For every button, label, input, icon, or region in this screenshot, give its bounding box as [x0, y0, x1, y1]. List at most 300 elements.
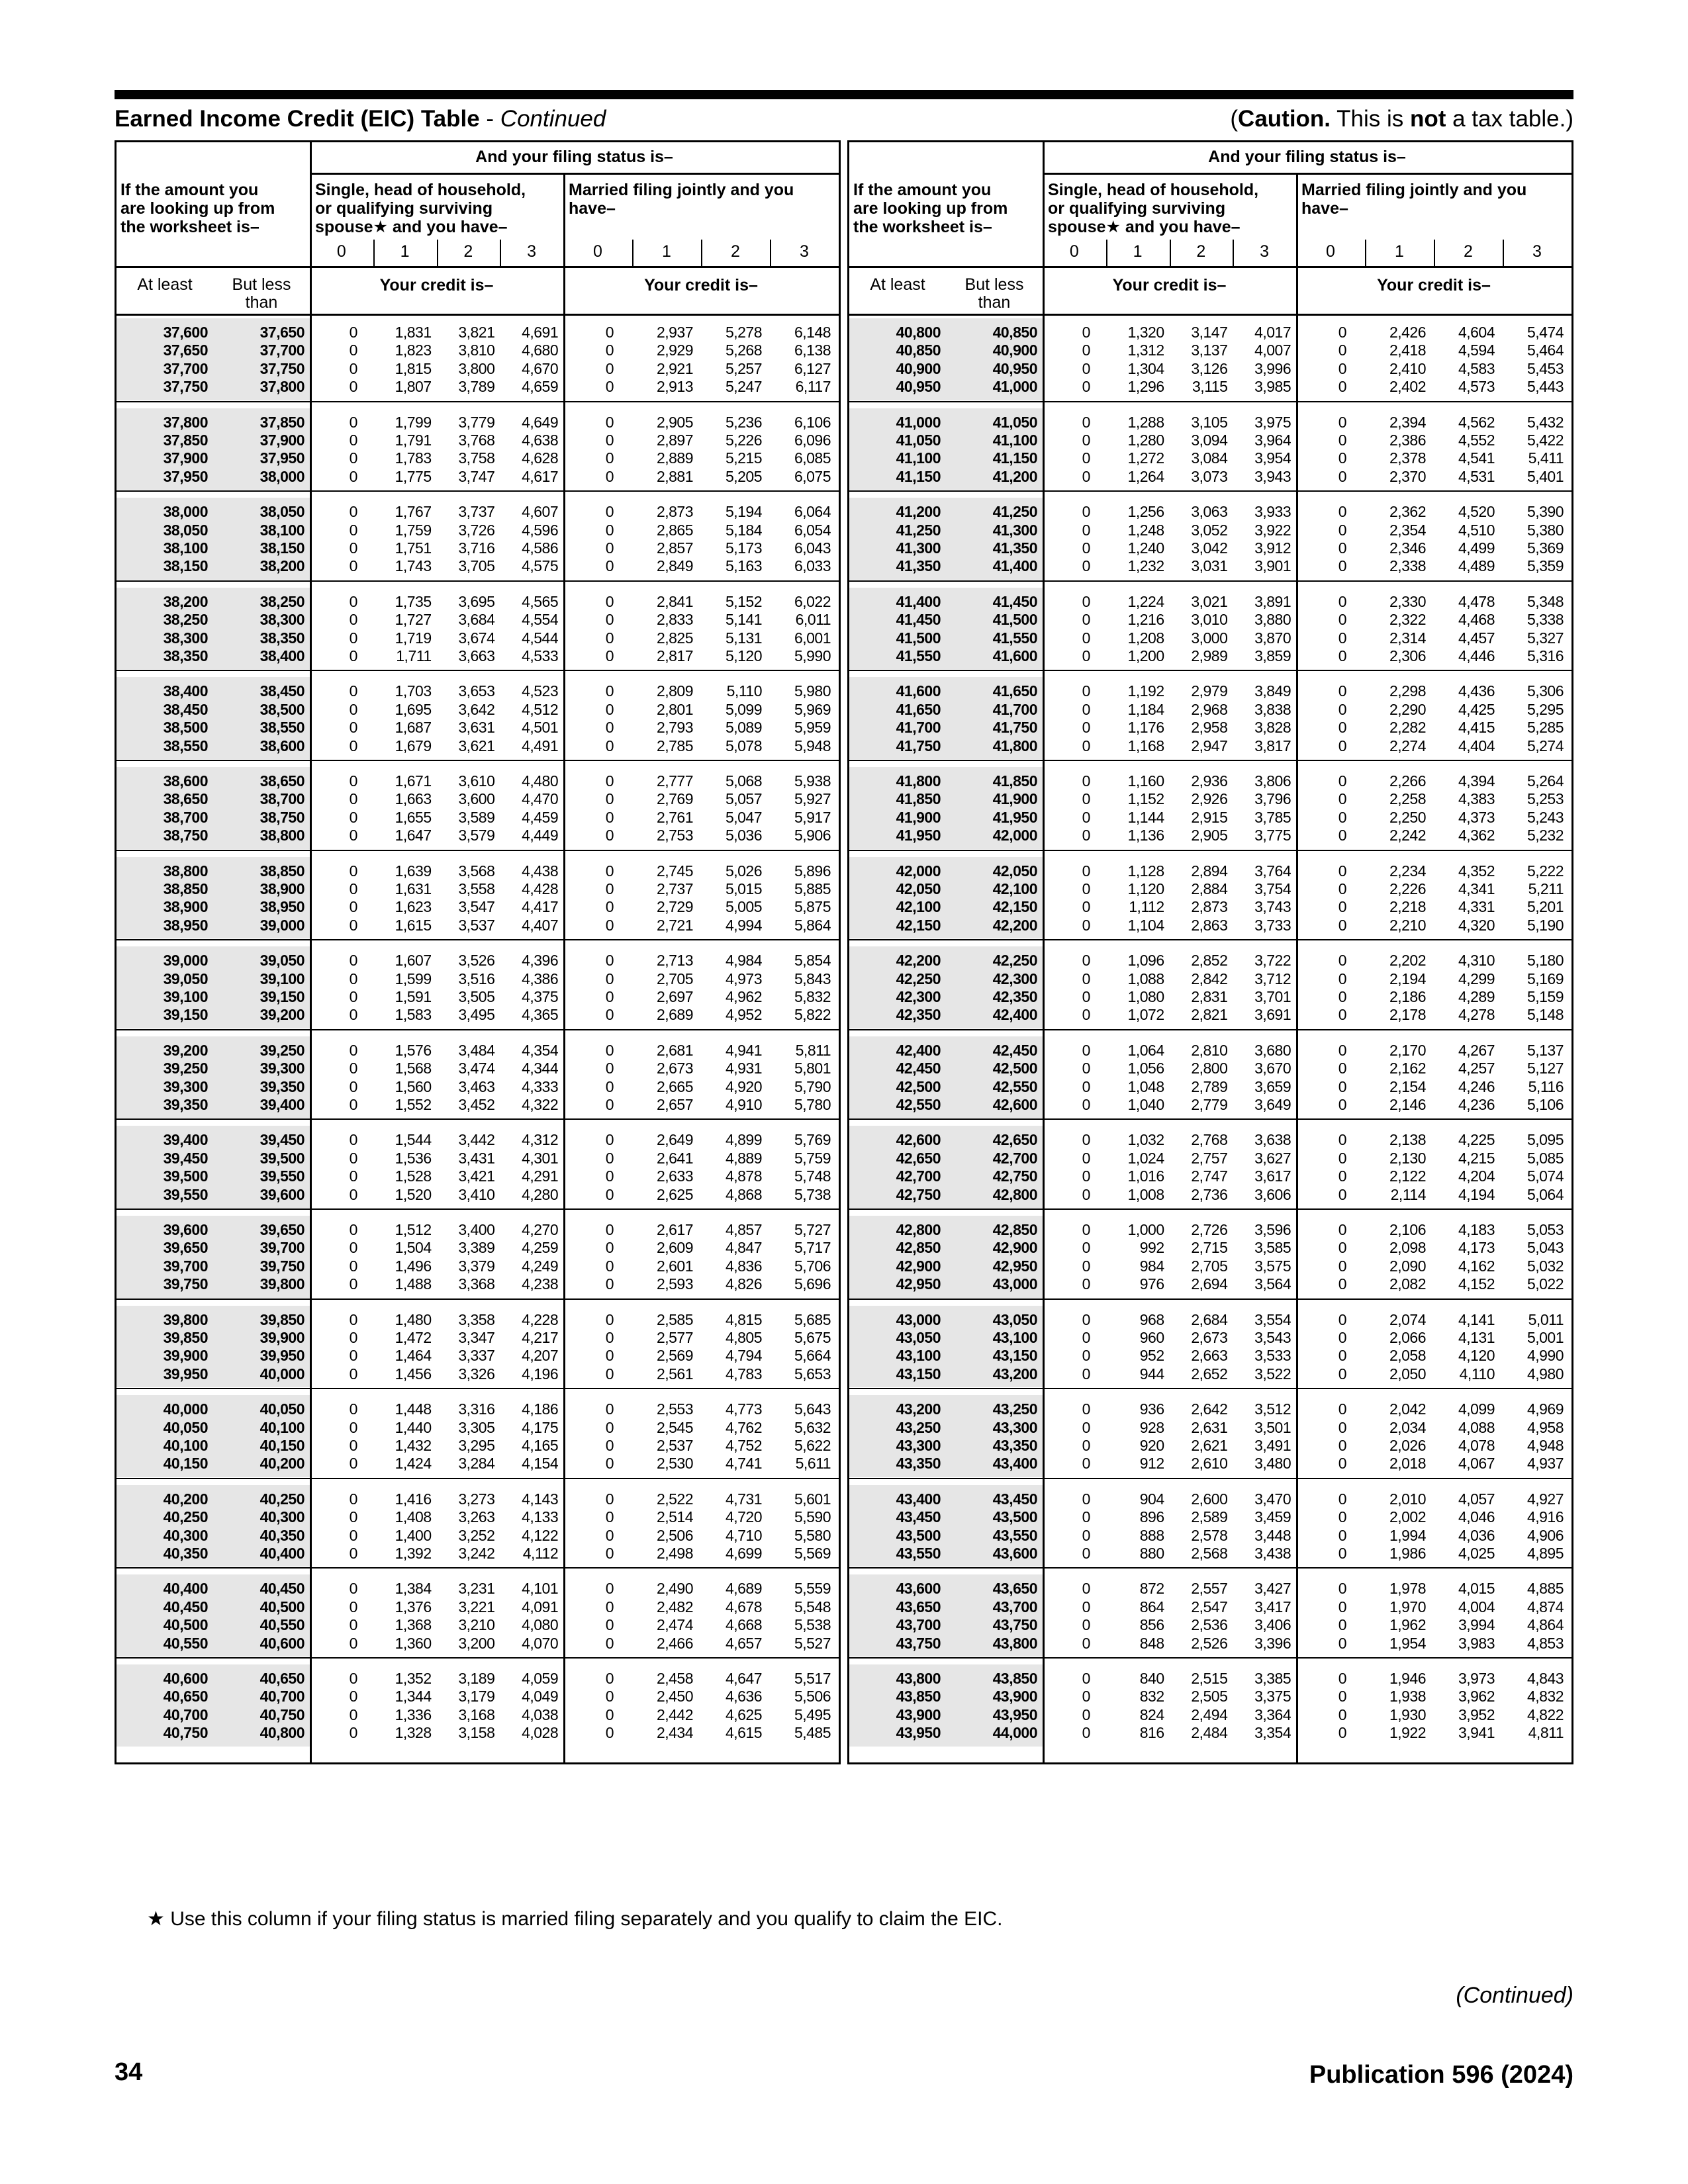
table-row: [117, 1688, 839, 1706]
married-credit-0-children: 0: [1338, 1545, 1346, 1562]
single-credit-0-children: 0: [1082, 1006, 1090, 1024]
married-credit-1-children: 2,490: [656, 1580, 693, 1598]
but-less-than-value: 43,400: [992, 1455, 1037, 1473]
single-credit-3-children: 4,544: [522, 629, 559, 647]
single-credit-3-children: 3,638: [1254, 1131, 1291, 1149]
but-less-than-value: 37,950: [259, 449, 305, 467]
but-less-than-value: 40,700: [259, 1688, 305, 1706]
married-credit-3-children: 5,653: [794, 1365, 831, 1383]
married-credit-2-children: 4,647: [725, 1670, 762, 1687]
but-less-than-value: 40,550: [259, 1616, 305, 1634]
at-least-value: 39,850: [163, 1329, 208, 1346]
table-row: [117, 1706, 839, 1724]
married-credit-2-children: 5,184: [725, 521, 762, 539]
single-credit-2-children: 3,452: [458, 1096, 495, 1113]
table-row: [849, 378, 1571, 396]
single-credit-3-children: 4,565: [522, 592, 559, 610]
married-credit-3-children: 6,064: [794, 503, 831, 521]
single-credit-1-children: 1,528: [395, 1167, 432, 1185]
married-credit-2-children: 4,604: [1458, 324, 1495, 341]
single-credit-0-children: 0: [349, 737, 357, 754]
but-less-than-value: 39,900: [259, 1329, 305, 1346]
married-credit-0-children: 0: [1338, 1329, 1346, 1346]
table-row: [849, 827, 1571, 844]
but-less-than-value: 37,700: [259, 341, 305, 359]
single-credit-3-children: 4,375: [522, 988, 559, 1005]
table-row: [117, 1239, 839, 1257]
at-least-value: 41,000: [896, 413, 941, 431]
single-credit-0-children: 0: [349, 827, 357, 844]
married-credit-1-children: 2,689: [656, 1006, 693, 1024]
single-credit-2-children: 3,168: [458, 1706, 495, 1723]
married-credit-3-children: 5,527: [794, 1634, 831, 1652]
married-credit-0-children: 0: [1338, 1634, 1346, 1652]
at-least-value: 37,800: [163, 413, 208, 431]
married-credit-2-children: 3,983: [1458, 1634, 1495, 1652]
single-credit-2-children: 3,442: [458, 1131, 495, 1149]
single-credit-3-children: 4,038: [522, 1706, 559, 1723]
single-credit-2-children: 3,189: [458, 1670, 495, 1687]
married-credit-0-children: 0: [1338, 1257, 1346, 1275]
married-credit-3-children: 5,811: [795, 1041, 831, 1059]
table-row: [849, 862, 1571, 880]
table-row: [117, 1186, 839, 1204]
married-credit-0-children: 0: [605, 1400, 614, 1418]
married-credit-3-children: 5,022: [1526, 1275, 1564, 1293]
single-credit-0-children: 0: [349, 1418, 357, 1436]
but-less-than-value: 38,000: [259, 467, 305, 485]
married-credit-0-children: 0: [1338, 1490, 1346, 1508]
at-least-value: 39,750: [163, 1275, 208, 1293]
but-less-than-value: 39,550: [259, 1167, 305, 1185]
but-less-than-value: 41,200: [992, 467, 1037, 485]
married-credit-0-children: 0: [605, 1616, 614, 1634]
single-credit-2-children: 2,968: [1191, 700, 1228, 718]
single-credit-3-children: 4,196: [522, 1365, 559, 1383]
at-least-value: 40,750: [163, 1724, 208, 1742]
married-credit-2-children: 4,731: [725, 1490, 762, 1508]
married-credit-2-children: 4,046: [1458, 1508, 1495, 1526]
single-credit-1-children: 1,248: [1127, 521, 1164, 539]
single-credit-2-children: 3,273: [458, 1490, 495, 1508]
married-credit-0-children: 0: [1338, 1526, 1346, 1544]
but-less-than-value: 40,850: [992, 324, 1037, 341]
single-credit-0-children: 0: [349, 629, 357, 647]
but-less-than-value: 40,100: [259, 1418, 305, 1436]
single-credit-0-children: 0: [349, 1221, 357, 1238]
table-row: [849, 503, 1571, 521]
at-least-value: 40,100: [163, 1437, 208, 1454]
married-credit-2-children: 4,299: [1458, 970, 1495, 987]
married-credit-2-children: 4,973: [725, 970, 762, 987]
at-least-value: 43,250: [896, 1418, 941, 1436]
at-least-value: 38,850: [163, 880, 208, 897]
but-less-than-value: 42,700: [992, 1149, 1037, 1167]
single-credit-1-children: 1,799: [395, 413, 432, 431]
publication-label: Publication 596 (2024): [1309, 2061, 1573, 2089]
single-credit-2-children: 2,800: [1191, 1060, 1228, 1077]
but-less-than-value: 44,000: [992, 1724, 1037, 1742]
married-credit-1-children: 2,346: [1389, 539, 1426, 557]
group-rule: [849, 1029, 1571, 1030]
single-credit-1-children: 824: [1139, 1706, 1164, 1723]
single-credit-3-children: 4,228: [522, 1310, 559, 1328]
at-least-value: 42,200: [896, 952, 941, 970]
single-credit-2-children: 2,621: [1191, 1437, 1228, 1454]
single-credit-1-children: 1,615: [395, 916, 432, 934]
married-credit-0-children: 0: [605, 503, 614, 521]
married-credit-1-children: 2,242: [1389, 827, 1426, 844]
at-least-value: 43,000: [896, 1310, 941, 1328]
married-credit-2-children: 4,131: [1458, 1329, 1495, 1346]
married-credit-3-children: 5,432: [1526, 413, 1564, 431]
at-least-value: 41,550: [896, 647, 941, 664]
single-credit-1-children: 896: [1139, 1508, 1164, 1526]
married-credit-0-children: 0: [605, 449, 614, 467]
married-credit-0-children: 0: [1338, 719, 1346, 737]
married-credit-1-children: 2,681: [656, 1041, 693, 1059]
married-credit-2-children: 4,373: [1458, 808, 1495, 826]
single-credit-1-children: 1,400: [395, 1526, 432, 1544]
single-credit-1-children: 1,815: [395, 359, 432, 377]
table-row: [117, 1419, 839, 1437]
single-credit-1-children: 1,136: [1127, 827, 1164, 844]
group-rule: [849, 1478, 1571, 1479]
but-less-than-value: 43,050: [992, 1310, 1037, 1328]
married-credit-2-children: 5,099: [725, 700, 762, 718]
at-least-value: 39,350: [163, 1096, 208, 1113]
single-credit-0-children: 0: [1082, 1688, 1090, 1706]
single-credit-2-children: 3,358: [458, 1310, 495, 1328]
married-credit-3-children: 5,580: [794, 1526, 831, 1544]
but-less-than-value: 39,400: [259, 1096, 305, 1113]
married-credit-0-children: 0: [1338, 1706, 1346, 1723]
single-credit-0-children: 0: [1082, 1167, 1090, 1185]
table-row: [117, 1400, 839, 1418]
but-less-than-value: 40,250: [259, 1490, 305, 1508]
single-credit-3-children: 4,207: [522, 1347, 559, 1365]
married-credit-2-children: 5,110: [726, 682, 762, 700]
married-credit-2-children: 4,510: [1458, 521, 1495, 539]
married-credit-0-children: 0: [1338, 467, 1346, 485]
married-credit-0-children: 0: [605, 1526, 614, 1544]
single-credit-1-children: 1,040: [1127, 1096, 1164, 1113]
group-rule: [117, 1478, 839, 1479]
married-credit-0-children: 0: [605, 1041, 614, 1059]
but-less-than-value: 42,200: [992, 916, 1037, 934]
but-less-than-value: 43,150: [992, 1347, 1037, 1365]
single-credit-3-children: 3,785: [1254, 808, 1291, 826]
married-credit-1-children: 2,266: [1389, 772, 1426, 790]
single-credit-2-children: 2,863: [1191, 916, 1228, 934]
single-credit-2-children: 2,747: [1191, 1167, 1228, 1185]
but-less-than-value: 37,750: [259, 359, 305, 377]
married-credit-0-children: 0: [1338, 1077, 1346, 1095]
single-credit-3-children: 4,575: [522, 557, 559, 575]
single-credit-1-children: 1,232: [1127, 557, 1164, 575]
married-credit-3-children: 5,664: [794, 1347, 831, 1365]
but-less-than-value: 43,700: [992, 1598, 1037, 1615]
married-credit-0-children: 0: [605, 700, 614, 718]
single-credit-2-children: 3,589: [458, 808, 495, 826]
married-credit-0-children: 0: [1338, 808, 1346, 826]
married-credit-0-children: 0: [605, 1347, 614, 1365]
single-credit-2-children: 2,536: [1191, 1616, 1228, 1634]
single-credit-1-children: 1,056: [1127, 1060, 1164, 1077]
single-credit-0-children: 0: [1082, 1041, 1090, 1059]
married-credit-1-children: 2,530: [656, 1455, 693, 1473]
single-credit-3-children: 3,712: [1254, 970, 1291, 987]
table-row: [117, 611, 839, 629]
married-credit-1-children: 1,970: [1389, 1598, 1426, 1615]
single-credit-0-children: 0: [349, 988, 357, 1005]
married-credit-2-children: 5,120: [725, 647, 762, 664]
single-credit-1-children: 1,831: [395, 324, 432, 341]
single-credit-2-children: 3,495: [458, 1006, 495, 1024]
married-credit-1-children: 2,665: [656, 1077, 693, 1095]
single-credit-1-children: 976: [1139, 1275, 1164, 1293]
married-credit-0-children: 0: [605, 1455, 614, 1473]
married-credit-0-children: 0: [605, 539, 614, 557]
group-rule: [849, 939, 1571, 940]
single-credit-0-children: 0: [1082, 898, 1090, 916]
at-least-value: 38,650: [163, 790, 208, 808]
married-credit-3-children: 5,190: [1526, 916, 1564, 934]
married-credit-0-children: 0: [1338, 772, 1346, 790]
lookup-header: If the amount you are looking up from the worksheet is–: [120, 181, 275, 236]
table-row: [849, 1239, 1571, 1257]
but-less-than-value: 41,400: [992, 557, 1037, 575]
table-row: [117, 790, 839, 808]
table-row: [849, 1042, 1571, 1060]
married-credit-1-children: 2,282: [1389, 719, 1426, 737]
married-credit-2-children: 5,205: [725, 467, 762, 485]
but-less-than-value: 39,750: [259, 1257, 305, 1275]
married-credit-3-children: 5,685: [794, 1310, 831, 1328]
single-credit-2-children: 3,179: [458, 1688, 495, 1706]
single-credit-0-children: 0: [1082, 1455, 1090, 1473]
married-credit-2-children: 3,994: [1458, 1616, 1495, 1634]
single-credit-1-children: 944: [1139, 1365, 1164, 1383]
at-least-value: 43,050: [896, 1329, 941, 1346]
married-credit-1-children: 2,561: [656, 1365, 693, 1383]
table-row: [117, 1078, 839, 1096]
married-credit-0-children: 0: [1338, 952, 1346, 970]
single-credit-3-children: 3,354: [1254, 1724, 1291, 1742]
single-credit-2-children: 3,105: [1191, 413, 1228, 431]
single-credit-0-children: 0: [349, 1526, 357, 1544]
married-credit-2-children: 4,741: [725, 1455, 762, 1473]
single-credit-2-children: 3,431: [458, 1149, 495, 1167]
single-credit-0-children: 0: [349, 378, 357, 396]
single-credit-2-children: 2,831: [1191, 988, 1228, 1005]
single-credit-0-children: 0: [349, 432, 357, 449]
single-credit-3-children: 4,438: [522, 862, 559, 880]
single-credit-2-children: 2,652: [1191, 1365, 1228, 1383]
single-credit-3-children: 4,354: [522, 1041, 559, 1059]
at-least-value: 41,100: [896, 449, 941, 467]
single-credit-2-children: 3,726: [458, 521, 495, 539]
group-rule: [117, 1567, 839, 1569]
single-credit-2-children: 2,673: [1191, 1329, 1228, 1346]
married-credit-1-children: 2,553: [656, 1400, 693, 1418]
single-credit-1-children: 1,655: [395, 808, 432, 826]
at-least-value: 38,300: [163, 629, 208, 647]
single-credit-0-children: 0: [1082, 432, 1090, 449]
single-credit-0-children: 0: [349, 647, 357, 664]
but-less-than-value: 42,900: [992, 1239, 1037, 1257]
table-row: [849, 790, 1571, 808]
married-credit-3-children: 5,401: [1526, 467, 1564, 485]
married-credit-1-children: 2,106: [1389, 1221, 1426, 1238]
married-credit-0-children: 0: [605, 611, 614, 629]
married-credit-1-children: 2,322: [1389, 611, 1426, 629]
married-credit-1-children: 2,617: [656, 1221, 693, 1238]
married-credit-2-children: 4,425: [1458, 700, 1495, 718]
married-credit-0-children: 0: [1338, 862, 1346, 880]
at-least-value: 38,050: [163, 521, 208, 539]
single-credit-1-children: 936: [1139, 1400, 1164, 1418]
single-credit-2-children: 2,915: [1191, 808, 1228, 826]
single-credit-1-children: 1,000: [1127, 1221, 1164, 1238]
but-less-than-value: 41,950: [992, 808, 1037, 826]
single-credit-3-children: 3,364: [1254, 1706, 1291, 1723]
at-least-value: 42,400: [896, 1041, 941, 1059]
single-credit-0-children: 0: [1082, 1437, 1090, 1454]
single-credit-1-children: 1,168: [1127, 737, 1164, 754]
at-least-value: 38,950: [163, 916, 208, 934]
married-credit-3-children: 5,253: [1526, 790, 1564, 808]
married-credit-2-children: 5,278: [725, 324, 762, 341]
married-credit-0-children: 0: [1338, 1508, 1346, 1526]
table-row: [117, 1545, 839, 1563]
married-credit-0-children: 0: [605, 772, 614, 790]
single-credit-1-children: 1,424: [395, 1455, 432, 1473]
at-least-value: 39,800: [163, 1310, 208, 1328]
single-credit-2-children: 3,263: [458, 1508, 495, 1526]
single-credit-1-children: 1,432: [395, 1437, 432, 1454]
single-credit-3-children: 4,586: [522, 539, 559, 557]
married-credit-1-children: 2,913: [656, 378, 693, 396]
single-credit-3-children: 3,575: [1254, 1257, 1291, 1275]
single-credit-0-children: 0: [349, 521, 357, 539]
married-credit-0-children: 0: [1338, 1006, 1346, 1024]
single-credit-3-children: 4,175: [522, 1418, 559, 1436]
married-credit-2-children: 3,962: [1458, 1688, 1495, 1706]
single-credit-1-children: 1,072: [1127, 1006, 1164, 1024]
married-credit-2-children: 4,615: [725, 1724, 762, 1742]
header-rule: [849, 266, 1571, 268]
single-credit-0-children: 0: [1082, 880, 1090, 897]
married-credit-3-children: 6,085: [794, 449, 831, 467]
single-credit-3-children: 3,533: [1254, 1347, 1291, 1365]
but-less-than-value: 42,800: [992, 1185, 1037, 1203]
but-less-than-value: 43,900: [992, 1688, 1037, 1706]
single-credit-1-children: 1,416: [395, 1490, 432, 1508]
single-credit-2-children: 2,852: [1191, 952, 1228, 970]
married-credit-0-children: 0: [1338, 1598, 1346, 1615]
group-rule: [117, 850, 839, 851]
single-credit-3-children: 3,943: [1254, 467, 1291, 485]
table-row: [117, 1455, 839, 1473]
married-credit-1-children: 2,170: [1389, 1041, 1426, 1059]
but-less-than-value: 38,050: [259, 503, 305, 521]
but-less-than-value: 39,950: [259, 1347, 305, 1365]
single-credit-0-children: 0: [349, 1060, 357, 1077]
single-credit-2-children: 3,653: [458, 682, 495, 700]
single-credit-1-children: 1,440: [395, 1418, 432, 1436]
table-row: [849, 593, 1571, 611]
married-credit-1-children: 2,905: [656, 413, 693, 431]
married-credit-1-children: 2,753: [656, 827, 693, 844]
single-credit-1-children: 1,767: [395, 503, 432, 521]
married-credit-0-children: 0: [605, 341, 614, 359]
single-credit-3-children: 4,259: [522, 1239, 559, 1257]
children-count-3: 3: [527, 242, 537, 261]
married-credit-2-children: 4,067: [1458, 1455, 1495, 1473]
single-credit-1-children: 1,823: [395, 341, 432, 359]
single-credit-0-children: 0: [1082, 1526, 1090, 1544]
group-rule: [849, 1208, 1571, 1210]
but-less-than-value: 41,250: [992, 503, 1037, 521]
at-least-value: 42,900: [896, 1257, 941, 1275]
married-credit-3-children: 5,243: [1526, 808, 1564, 826]
single-credit-2-children: 3,631: [458, 719, 495, 737]
single-credit-3-children: 4,638: [522, 432, 559, 449]
but-less-than-value: 43,950: [992, 1706, 1037, 1723]
table-row: [117, 701, 839, 719]
but-less-than-value: 37,850: [259, 413, 305, 431]
at-least-value: 38,500: [163, 719, 208, 737]
single-credit-0-children: 0: [349, 1275, 357, 1293]
single-credit-3-children: 4,691: [522, 324, 559, 341]
married-credit-1-children: 2,506: [656, 1526, 693, 1544]
single-credit-1-children: 1,623: [395, 898, 432, 916]
married-credit-3-children: 5,590: [794, 1508, 831, 1526]
married-credit-3-children: 5,348: [1526, 592, 1564, 610]
single-credit-0-children: 0: [1082, 1185, 1090, 1203]
married-credit-1-children: 2,601: [656, 1257, 693, 1275]
married-credit-3-children: 5,169: [1526, 970, 1564, 987]
married-credit-3-children: 5,717: [794, 1239, 831, 1257]
married-credit-2-children: 4,868: [725, 1185, 762, 1203]
children-count-0: 0: [1326, 242, 1335, 261]
at-least-value: 40,900: [896, 359, 941, 377]
at-least-value: 42,350: [896, 1006, 941, 1024]
married-credit-1-children: 2,194: [1389, 970, 1426, 987]
single-credit-1-children: 1,184: [1127, 700, 1164, 718]
single-credit-2-children: 3,221: [458, 1598, 495, 1615]
single-credit-0-children: 0: [349, 682, 357, 700]
married-credit-2-children: 4,457: [1458, 629, 1495, 647]
group-rule: [117, 1118, 839, 1120]
married-credit-0-children: 0: [605, 952, 614, 970]
married-credit-0-children: 0: [1338, 898, 1346, 916]
married-credit-0-children: 0: [605, 1096, 614, 1113]
but-less-than-value: 42,600: [992, 1096, 1037, 1113]
but-less-than-value: 39,100: [259, 970, 305, 987]
married-credit-0-children: 0: [1338, 1149, 1346, 1167]
at-least-value: 40,050: [163, 1418, 208, 1436]
but-less-than-value: 37,800: [259, 378, 305, 396]
single-credit-3-children: 3,606: [1254, 1185, 1291, 1203]
but-less-than-value: 41,700: [992, 700, 1037, 718]
table-row: [849, 772, 1571, 790]
but-less-than-value: 43,250: [992, 1400, 1037, 1418]
single-credit-2-children: 3,610: [458, 772, 495, 790]
at-least-value: 43,650: [896, 1598, 941, 1615]
married-credit-3-children: 5,906: [794, 827, 831, 844]
